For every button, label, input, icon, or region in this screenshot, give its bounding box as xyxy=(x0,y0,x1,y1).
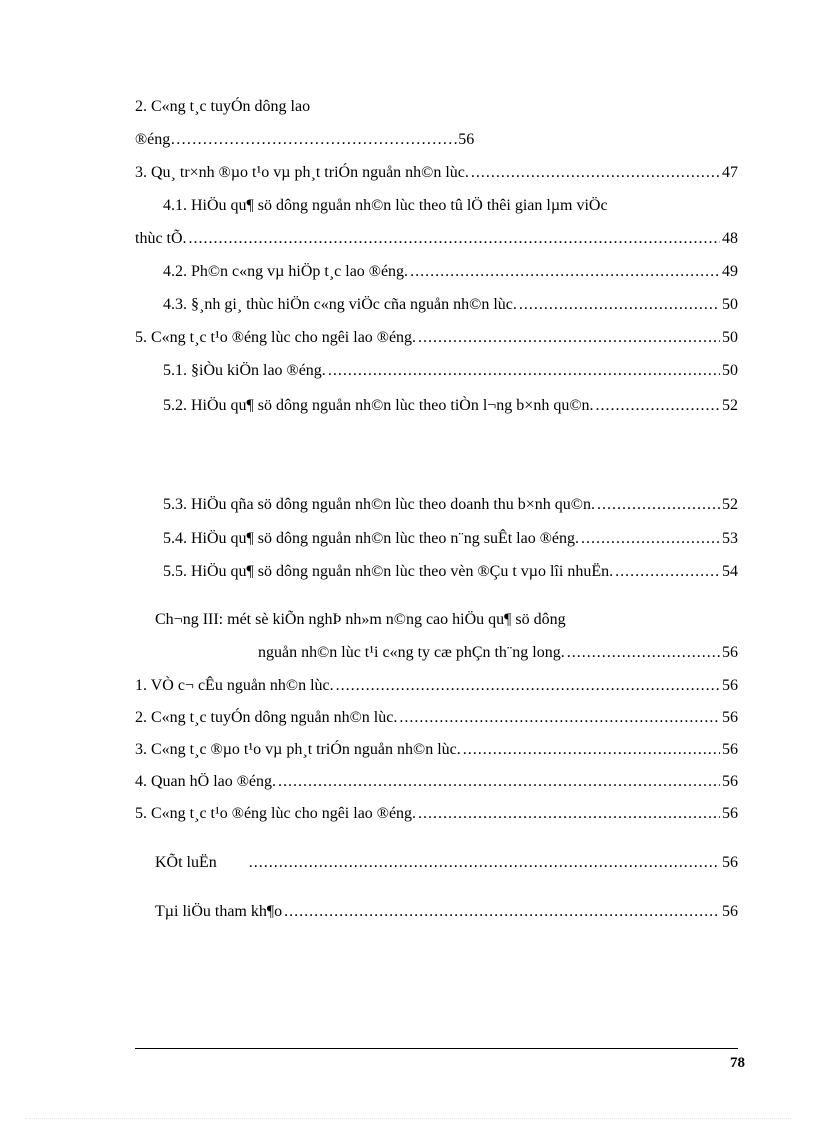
toc-entry-page: 56 xyxy=(458,131,475,148)
toc-entry-text: Tµi liÖu tham kh¶o xyxy=(155,903,283,920)
toc-entry-text: KÕt luËn xyxy=(155,854,217,871)
toc-leader-dots xyxy=(597,495,720,515)
toc-entry-text: 1. VÒ c¬ cÊu nguån nh©n lùc. xyxy=(135,677,334,694)
toc-entry-page: 50 xyxy=(722,296,738,313)
toc-entry-text: 5.5. HiÖu qu¶ sö dông nguån nh©n lùc theo vèn ®Çu t vµo lîi nhuËn. xyxy=(163,563,614,580)
toc-entry xyxy=(163,361,738,381)
toc-entry-text: 5. C«ng t¸c t¹o ®éng lùc cho ngêi lao ®éng. xyxy=(135,329,417,346)
toc-entry xyxy=(135,804,738,824)
toc-leader-dots xyxy=(581,529,720,549)
toc-leader-dots xyxy=(471,163,720,183)
toc-entry-text: 4.3. §¸nh gi¸ thùc hiÖn c«ng viÖc cña nguån nh©n lùc. xyxy=(163,296,517,313)
toc-entry-page: 53 xyxy=(722,530,738,547)
toc-entry xyxy=(135,676,738,696)
toc-entry-page: 49 xyxy=(722,263,738,280)
toc-entry xyxy=(135,328,738,348)
toc-entry xyxy=(135,708,738,728)
toc-entry-text: 4.1. HiÖu qu¶ sö dông nguån nh©n lùc theo tû lÖ thêi gian lµm viÖc xyxy=(163,197,608,214)
toc-entry-page: 54 xyxy=(722,563,738,580)
toc-entry-text: 5. C«ng t¸c t¹o ®éng lùc cho ngêi lao ®éng. xyxy=(135,805,417,822)
toc-leader-dots xyxy=(519,295,720,315)
toc-entry-page: 50 xyxy=(722,362,738,379)
toc-entry-text: 5.3. HiÖu qña sö dông nguån nh©n lùc theo doanh thu b×nh qu©n. xyxy=(163,496,595,513)
toc-entry-page: 56 xyxy=(722,903,738,920)
toc-entry-text: 4.2. Ph©n c«ng vµ hiÖp t¸c lao ®éng. xyxy=(163,263,409,280)
toc-entry-text: ®éng……………………………………………… xyxy=(135,131,459,148)
toc-entry-page: 48 xyxy=(722,230,738,247)
toc-leader-dots xyxy=(410,262,720,282)
toc-leader-dots xyxy=(328,361,720,381)
toc-leader-dots xyxy=(418,328,720,348)
toc-leader-dots xyxy=(615,562,720,582)
footer-divider xyxy=(135,1048,738,1049)
toc-entry-line xyxy=(163,196,608,216)
toc-entry xyxy=(163,396,738,416)
toc-entry xyxy=(163,529,738,549)
toc-entry-page: 56 xyxy=(722,709,738,726)
toc-entry-page: 56 xyxy=(722,741,738,758)
toc-entry-text: 3. Qu¸ tr×nh ®µo t¹o vµ ph¸t triÓn nguån nh©n lùc. xyxy=(135,164,469,181)
toc-entry-page: 52 xyxy=(722,496,738,513)
toc-entry xyxy=(163,495,738,515)
toc-entry-text: thùc tÕ. xyxy=(135,230,187,247)
toc-leader-dots xyxy=(278,772,720,792)
toc-leader-dots xyxy=(567,643,720,663)
toc-entry xyxy=(135,740,738,760)
toc-entry-text: 2. C«ng t¸c tuyÓn dông nguån nh©n lùc. xyxy=(135,709,398,726)
toc-entry-text: 5.4. HiÖu qu¶ sö dông nguån nh©n lùc theo n¨ng suÊt lao ®éng. xyxy=(163,530,579,547)
toc-leader-dots xyxy=(418,804,720,824)
toc-entry-text: 5.2. HiÖu qu¶ sö dông nguån nh©n lùc theo tiÒn l¬ng b×nh qu©n. xyxy=(163,397,594,414)
page-number: 78 xyxy=(730,1055,745,1071)
toc-entry xyxy=(135,229,738,249)
toc-leader-dots xyxy=(463,740,720,760)
page-edge xyxy=(25,1118,791,1119)
toc-entry xyxy=(135,772,738,792)
toc-entry-page: 56 xyxy=(722,644,738,661)
toc-entry-page: 50 xyxy=(722,329,738,346)
toc-entry-page: 52 xyxy=(722,397,738,414)
toc-entry-text: 5.1. §iÒu kiÖn lao ®éng. xyxy=(163,362,326,379)
toc-entry-text: nguån nh©n lùc t¹i c«ng ty cæ phÇn th¨ng long. xyxy=(258,644,565,661)
toc-entry-page: 56 xyxy=(722,677,738,694)
toc-entry xyxy=(258,643,738,663)
toc-entry-page: 56 xyxy=(722,773,738,790)
toc-leader-dots xyxy=(249,853,720,873)
toc-entry xyxy=(163,295,738,315)
toc-entry-line xyxy=(135,97,310,117)
chapter-heading xyxy=(155,610,566,630)
toc-entry xyxy=(155,853,738,873)
toc-entry-page: 56 xyxy=(722,854,738,871)
toc-entry xyxy=(163,562,738,582)
toc-entry xyxy=(163,262,738,282)
toc-entry-page: 56 xyxy=(722,805,738,822)
toc-entry xyxy=(155,902,738,922)
toc-entry-line xyxy=(135,130,474,150)
toc-leader-dots xyxy=(595,396,720,416)
toc-entry-text: 2. C«ng t¸c tuyÓn dông lao xyxy=(135,98,311,115)
toc-entry-page: 47 xyxy=(722,164,738,181)
toc-entry-text: 3. C«ng t¸c ®µo t¹o vµ ph¸t triÓn nguån nh©n lùc. xyxy=(135,741,461,758)
toc-entry-text: 4. Quan hÖ lao ®éng. xyxy=(135,773,277,790)
toc-leader-dots xyxy=(336,676,720,696)
toc-entry-text: Ch¬ng III: mét sè kiÕn nghÞ nh»m n©ng cao hiÖu qu¶ sö dông xyxy=(155,611,566,628)
toc-entry xyxy=(135,163,738,183)
toc-leader-dots xyxy=(189,229,720,249)
toc-leader-dots xyxy=(399,708,720,728)
toc-leader-dots xyxy=(284,902,720,922)
